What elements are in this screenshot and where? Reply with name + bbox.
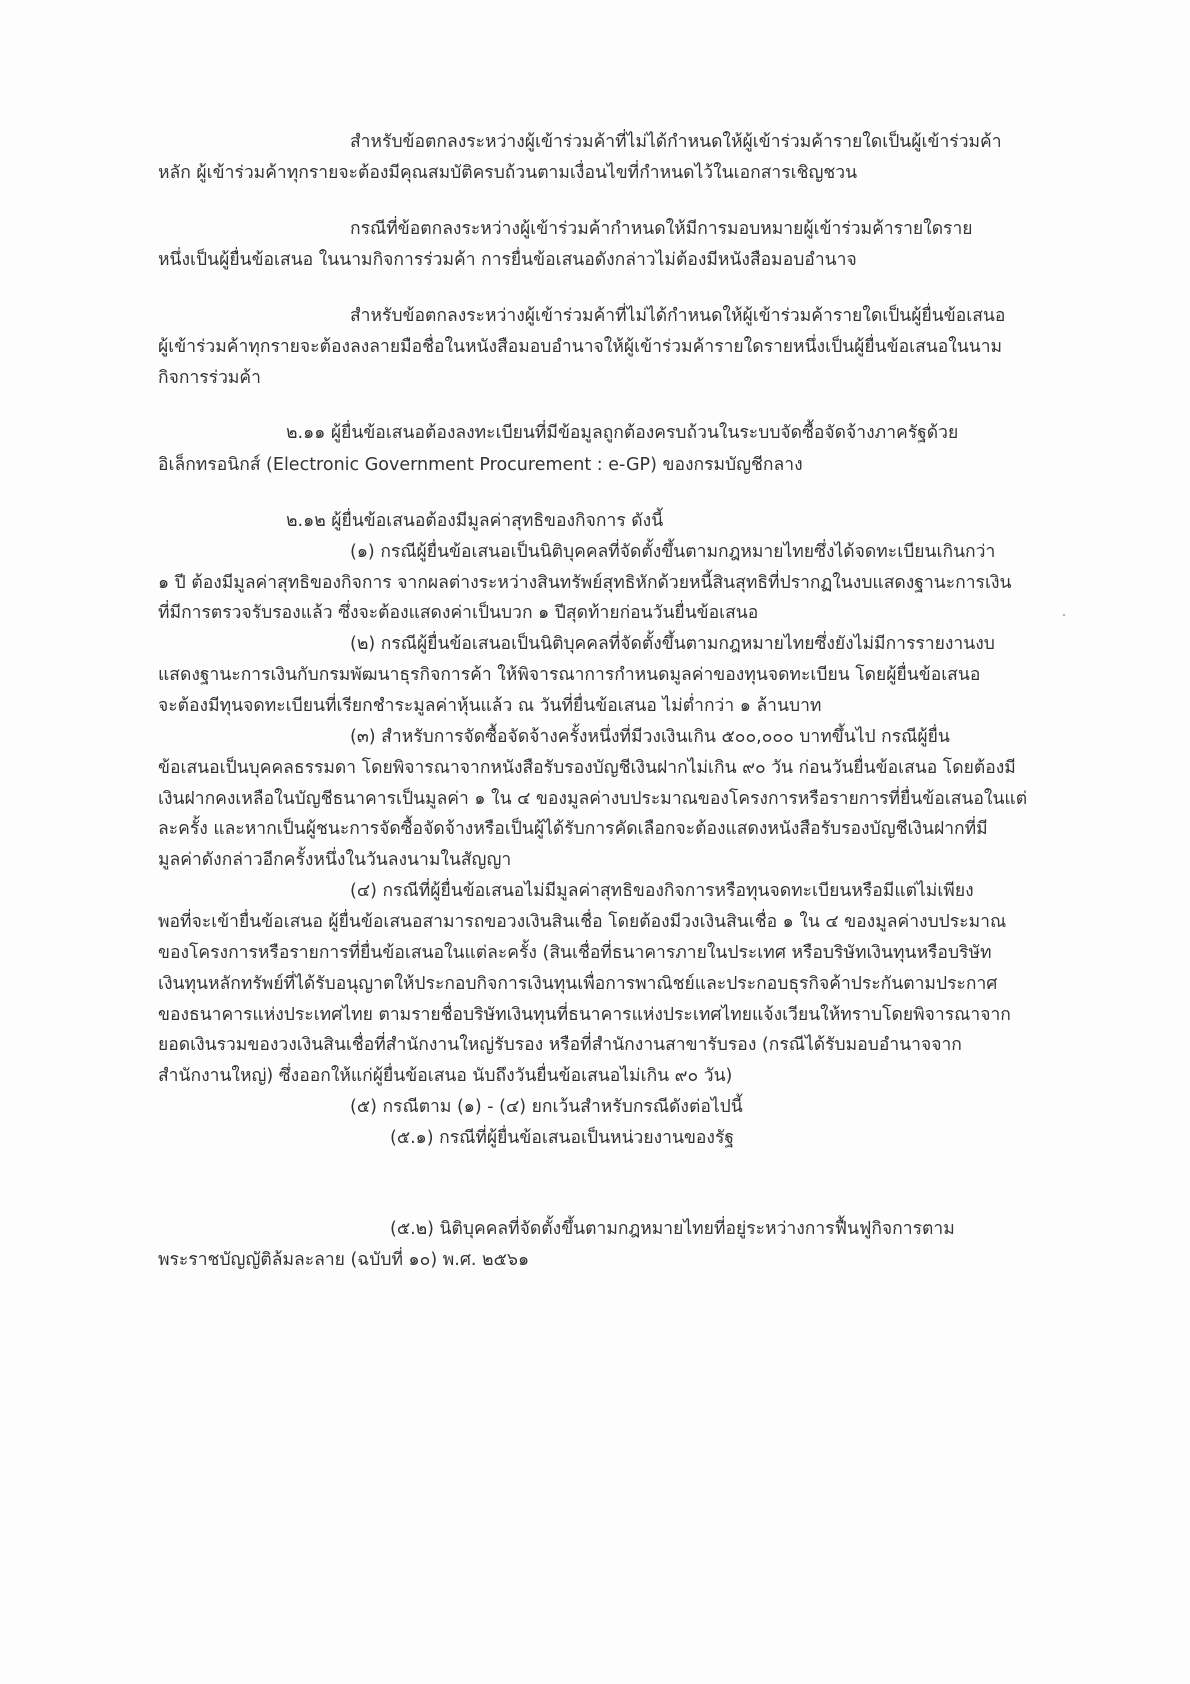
text-line: เงินฝากคงเหลือในบัญชีธนาคารเป็นมูลค่า ๑ ใน ๔ ของมูลค่างบประมาณของโครงการหรือรายการที่ยื่นข้อเสนอในแต่	[158, 789, 1028, 809]
text-line: ข้อเสนอเป็นบุคคลธรรมดา โดยพิจารณาจากหนังสือรับรองบัญชีเงินฝากไม่เกิน ๙๐ วัน ก่อนวันยื่นข้อเสนอ โดยต้องมี	[158, 758, 1016, 778]
text-line: สำหรับข้อตกลงระหว่างผู้เข้าร่วมค้าที่ไม่ได้กำหนดให้ผู้เข้าร่วมค้ารายใดเป็นผู้ยื่นข้อเสนอ	[350, 306, 1006, 326]
text-line: (๕) กรณีตาม (๑) - (๔) ยกเว้นสำหรับกรณีดังต่อไปนี้	[350, 1097, 743, 1117]
text-line: (๑) กรณีผู้ยื่นข้อเสนอเป็นนิติบุคคลที่จัดตั้งขึ้นตามกฎหมายไทยซึ่งได้จดทะเบียนเกินกว่า	[350, 542, 996, 562]
text-line: พอที่จะเข้ายื่นข้อเสนอ ผู้ยื่นข้อเสนอสามารถขอวงเงินสินเชื่อ โดยต้องมีวงเงินสินเชื่อ ๑ ใน ๔ ของมูลค่างบประมาณ	[158, 912, 1007, 932]
text-line: หนึ่งเป็นผู้ยื่นข้อเสนอ ในนามกิจการร่วมค้า การยื่นข้อเสนอดังกล่าวไม่ต้องมีหนังสือมอบอำนาจ	[158, 250, 857, 270]
text-line: (๔) กรณีที่ผู้ยื่นข้อเสนอไม่มีมูลค่าสุทธิของกิจการหรือทุนจดทะเบียนหรือมีแต่ไม่เพียง	[350, 881, 974, 901]
text-line: ๒.๑๒ ผู้ยื่นข้อเสนอต้องมีมูลค่าสุทธิของกิจการ ดังนี้	[286, 511, 664, 531]
text-line: ของธนาคารแห่งประเทศไทย ตามรายชื่อบริษัทเงินทุนที่ธนาคารแห่งประเทศไทยแจ้งเวียนให้ทราบโดยพิจารณาจาก	[158, 1005, 1011, 1025]
text-line: กิจการร่วมค้า	[158, 368, 261, 388]
text-line: (๕.๑) กรณีที่ผู้ยื่นข้อเสนอเป็นหน่วยงานของรัฐ	[390, 1128, 735, 1148]
text-line: ยอดเงินรวมของวงเงินสินเชื่อที่สำนักงานใหญ่รับรอง หรือที่สำนักงานสาขารับรอง (กรณีได้รับมอบอำนาจจาก	[158, 1035, 962, 1055]
text-line: ๑ ปี ต้องมีมูลค่าสุทธิของกิจการ จากผลต่างระหว่างสินทรัพย์สุทธิหักด้วยหนี้สินสุทธิที่ปรากฏในงบแสดงฐานะการเงิน	[158, 573, 1012, 593]
text-line: กรณีที่ข้อตกลงระหว่างผู้เข้าร่วมค้ากำหนดให้มีการมอบหมายผู้เข้าร่วมค้ารายใดราย	[350, 219, 973, 239]
text-line: เงินทุนหลักทรัพย์ที่ได้รับอนุญาตให้ประกอบกิจการเงินทุนเพื่อการพาณิชย์และประกอบธุรกิจค้าประกันตามประกาศ	[158, 974, 998, 994]
text-line: หลัก ผู้เข้าร่วมค้าทุกรายจะต้องมีคุณสมบัติครบถ้วนตามเงื่อนไขที่กำหนดไว้ในเอกสารเชิญชวน	[158, 163, 858, 183]
text-line: อิเล็กทรอนิกส์ (Electronic Government Procurement : e-GP) ของกรมบัญชีกลาง	[158, 455, 803, 475]
text-line: ละครั้ง และหากเป็นผู้ชนะการจัดซื้อจัดจ้างหรือเป็นผู้ได้รับการคัดเลือกจะต้องแสดงหนังสือรับรองบัญชีเงินฝากที่มี	[158, 819, 988, 839]
text-line: มูลค่าดังกล่าวอีกครั้งหนึ่งในวันลงนามในสัญญา	[158, 850, 512, 870]
text-line: แสดงฐานะการเงินกับกรมพัฒนาธุรกิจการค้า ให้พิจารณาการกำหนดมูลค่าของทุนจดทะเบียน โดยผู้ยื่นข้อเสนอ	[158, 665, 981, 685]
text-line: ๒.๑๑ ผู้ยื่นข้อเสนอต้องลงทะเบียนที่มีข้อมูลถูกต้องครบถ้วนในระบบจัดซื้อจัดจ้างภาครัฐด้วย	[286, 423, 959, 443]
text-line: ผู้เข้าร่วมค้าทุกรายจะต้องลงลายมือชื่อในหนังสือมอบอำนาจให้ผู้เข้าร่วมค้ารายใดรายหนึ่งเป็นผู้ยื่นข้อเสนอในนาม	[158, 337, 1003, 357]
text-line: สำนักงานใหญ่) ซึ่งออกให้แก่ผู้ยื่นข้อเสนอ นับถึงวันยื่นข้อเสนอไม่เกิน ๙๐ วัน)	[158, 1066, 733, 1086]
text-line: ของโครงการหรือรายการที่ยื่นข้อเสนอในแต่ละครั้ง (สินเชื่อที่ธนาคารภายในประเทศ หรือบริษัทเงินทุนหรือบริษัท	[158, 943, 992, 963]
text-line: (๕.๒) นิติบุคคลที่จัดตั้งขึ้นตามกฎหมายไทยที่อยู่ระหว่างการฟื้นฟูกิจการตาม	[390, 1219, 955, 1239]
text-line: (๒) กรณีผู้ยื่นข้อเสนอเป็นนิติบุคคลที่จัดตั้งขึ้นตามกฎหมายไทยซึ่งยังไม่มีการรายงานงบ	[350, 634, 995, 654]
text-line: พระราชบัญญัติล้มละลาย (ฉบับที่ ๑๐) พ.ศ. ๒๕๖๑	[158, 1250, 530, 1270]
text-line: จะต้องมีทุนจดทะเบียนที่เรียกชำระมูลค่าหุ้นแล้ว ณ วันที่ยื่นข้อเสนอ ไม่ต่ำกว่า ๑ ล้านบาท	[158, 696, 822, 716]
text-line: (๓) สำหรับการจัดซื้อจัดจ้างครั้งหนึ่งที่มีวงเงินเกิน ๕๐๐,๐๐๐ บาทขึ้นไป กรณีผู้ยื่น	[350, 727, 950, 747]
scan-speck	[1063, 614, 1065, 616]
text-line: ที่มีการตรวจรับรองแล้ว ซึ่งจะต้องแสดงค่าเป็นบวก ๑ ปีสุดท้ายก่อนวันยื่นข้อเสนอ	[158, 603, 759, 623]
text-line: สำหรับข้อตกลงระหว่างผู้เข้าร่วมค้าที่ไม่ได้กำหนดให้ผู้เข้าร่วมค้ารายใดเป็นผู้เข้าร่วมค้า	[350, 132, 1002, 152]
